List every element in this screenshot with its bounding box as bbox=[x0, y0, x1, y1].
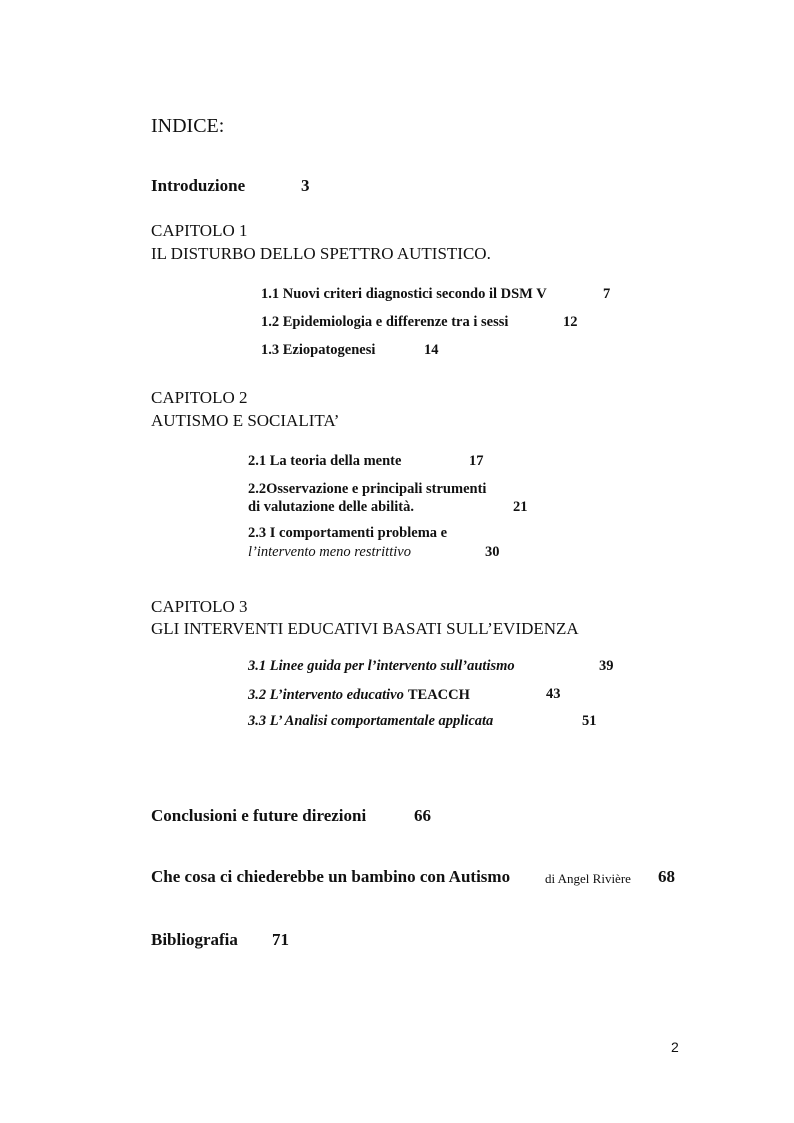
chapter-1-number: CAPITOLO 1 bbox=[151, 221, 248, 240]
section-3-3-label: 3.3 L’ Analisi comportamentale applicata bbox=[248, 713, 494, 729]
section-2-3-label-line1: 2.3 I comportamenti problema e bbox=[248, 525, 448, 541]
section-1-2-page: 12 bbox=[563, 314, 578, 330]
section-1-3-label: 1.3 Eziopatogenesi bbox=[261, 342, 376, 358]
section-1-2-label: 1.2 Epidemiologia e differenze tra i sessi bbox=[261, 314, 509, 330]
essay-byline: di Angel Rivière bbox=[545, 871, 631, 886]
bibliography-label: Bibliografia bbox=[151, 930, 238, 949]
essay-page: 68 bbox=[658, 867, 675, 886]
section-3-2-label-wrap bbox=[248, 686, 470, 704]
chapter-2-title: AUTISMO E SOCIALITA’ bbox=[151, 411, 340, 430]
conclusions-label: Conclusioni e future direzioni bbox=[151, 806, 367, 825]
section-2-3-page: 30 bbox=[485, 544, 500, 560]
section-3-3-page: 51 bbox=[582, 713, 597, 729]
section-1-1-label: 1.1 Nuovi criteri diagnostici secondo il DSM V bbox=[261, 286, 547, 302]
chapter-2-number: CAPITOLO 2 bbox=[151, 388, 248, 407]
section-1-3-page: 14 bbox=[424, 342, 439, 358]
chapter-1-title: IL DISTURBO DELLO SPETTRO AUTISTICO. bbox=[151, 244, 491, 263]
intro-label: Introduzione bbox=[151, 176, 246, 195]
index-heading: INDICE: bbox=[151, 115, 225, 137]
chapter-3-number: CAPITOLO 3 bbox=[151, 597, 248, 616]
section-3-2-page: 43 bbox=[546, 686, 561, 702]
section-2-2-label-line2: di valutazione delle abilità. bbox=[248, 499, 414, 515]
conclusions-page: 66 bbox=[414, 806, 431, 825]
section-3-1-label: 3.1 Linee guida per l’intervento sull’autismo bbox=[248, 658, 515, 674]
section-3-2-label: 3.2 L’intervento educativo bbox=[248, 687, 404, 703]
section-2-1-label: 2.1 La teoria della mente bbox=[248, 453, 402, 469]
section-2-2-label-line1: 2.2Osservazione e principali strumenti bbox=[248, 481, 487, 497]
chapter-3-title: GLI INTERVENTI EDUCATIVI BASATI SULL’EVIDENZA bbox=[151, 619, 579, 638]
footer-page-number: 2 bbox=[671, 1039, 679, 1055]
section-2-3-label-line2: l’intervento meno restrittivo bbox=[248, 544, 411, 560]
section-1-1-page: 7 bbox=[603, 286, 611, 302]
essay-label: Che cosa ci chiederebbe un bambino con Autismo bbox=[151, 867, 511, 886]
intro-page: 3 bbox=[301, 176, 310, 195]
section-2-2-page: 21 bbox=[513, 499, 528, 515]
section-3-2-label-suffix: TEACCH bbox=[407, 687, 470, 703]
section-3-1-page: 39 bbox=[599, 658, 614, 674]
section-2-1-page: 17 bbox=[469, 453, 484, 469]
bibliography-page: 71 bbox=[272, 930, 289, 949]
